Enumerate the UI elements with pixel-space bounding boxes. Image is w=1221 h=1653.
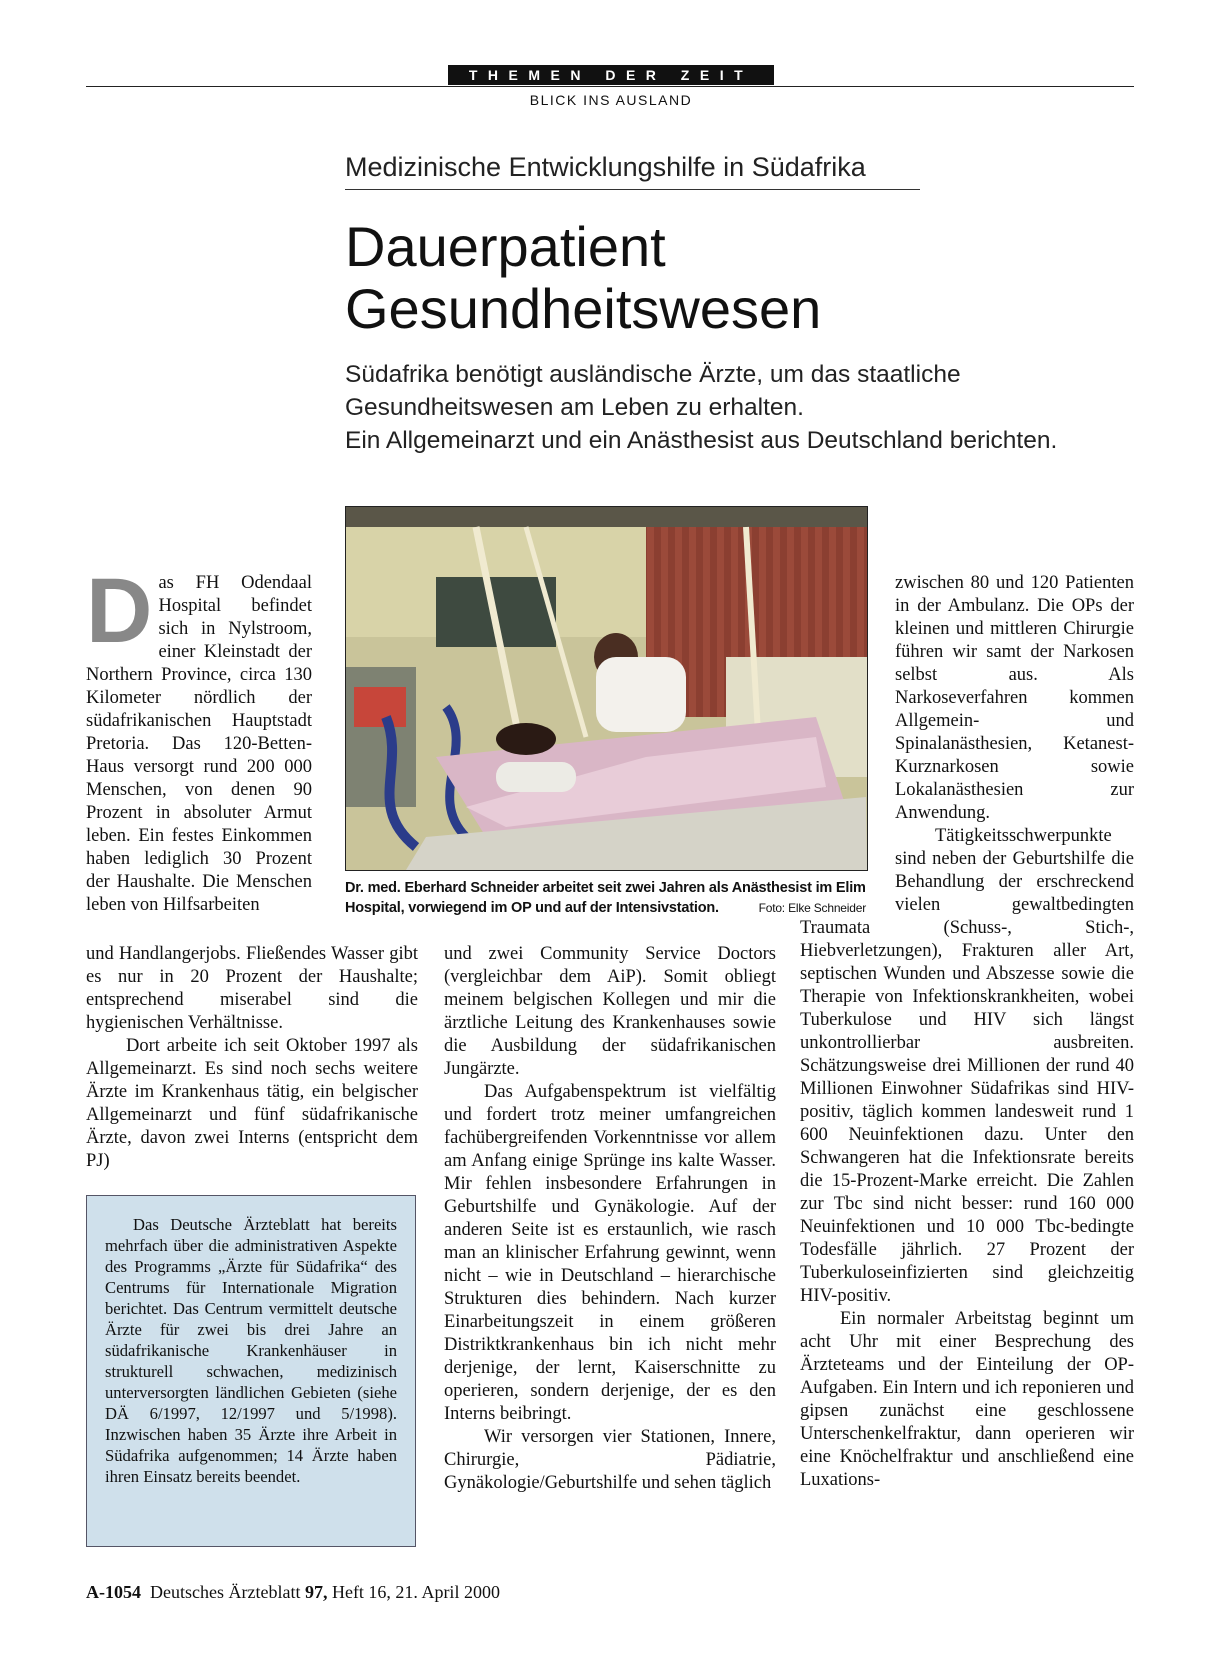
headline-line: Gesundheitswesen — [345, 277, 822, 340]
drop-cap: D — [86, 560, 153, 662]
body-column-3 — [800, 572, 1134, 1492]
paragraph: Wir versorgen vier Stationen, Innere, Chirurgie, Pädiatrie, Gynäkologie/Geburtshilfe und sehen täglich — [444, 1427, 776, 1493]
caption-text: Dr. med. Eberhard Schneider arbeitet seit zwei Jahren als Anästhesist im Elim Hospital, vorwiegend im OP und auf der Intensivstation. — [345, 880, 866, 916]
paragraph: und zwei Community Service Doctors (vergleichbar dem AiP). Somit obliegt meinem belgischen Kollegen und mir die ärztliche Leitung des Krankenhauses sowie die Ausbildung der südafrikanischen Jungärzte. — [444, 944, 776, 1079]
page-footer — [86, 1582, 500, 1603]
paragraph-1-end: und Handlangerjobs. Fließendes Wasser gibt es nur in 20 Prozent der Haushalte; entsprechend miserabel sind die hygienischen Verhältnisse. — [86, 944, 418, 1033]
paragraph: Ein normaler Arbeitstag beginnt um acht Uhr mit einer Besprechung des Ärzteteams und der Einteilung der OP-Aufgaben. Ein Intern und ich reponieren und gipsen zunächst eine geschlossene Unterschenkelfraktur, dann operieren wir eine Knöchelfraktur und anschließend eine Luxations- — [800, 1309, 1134, 1490]
lead-line: Südafrika benötigt ausländische Ärzte, um das staatliche — [345, 361, 961, 388]
photo-caption — [345, 878, 866, 918]
journal-issue: Heft 16, 21. April 2000 — [331, 1582, 500, 1602]
photo-credit: Foto: Elke Schneider — [758, 901, 866, 915]
hospital-photo-illustration — [346, 507, 867, 870]
headline-line: Dauerpatient — [345, 215, 666, 278]
article-kicker: Medizinische Entwicklungshilfe in Südafrika — [345, 152, 920, 190]
info-box — [86, 1195, 416, 1547]
photo-wrap-spacer — [800, 572, 895, 915]
page-number: A-1054 — [86, 1582, 141, 1602]
article-lead — [345, 358, 1057, 457]
section-label: THEMEN DER ZEIT — [448, 65, 774, 85]
body-column-1-continued — [86, 943, 418, 1173]
body-column-1 — [86, 560, 312, 917]
journal-volume: 97, — [304, 1582, 328, 1602]
paragraph-2: Dort arbeite ich seit Oktober 1997 als Allgemeinarzt. Es sind noch sechs weitere Ärzte im Krankenhaus tätig, ein belgischer Allgemeinarzt und fünf südafrikanische Ärzte, davon zwei Interns (entspricht dem PJ) — [86, 1036, 418, 1171]
paragraph: Tätigkeitsschwerpunkte sind neben der Geburtshilfe die Behandlung der erschreckend vielen gewaltbedingten Traumata (Schuss-, Stich-, Hiebverletzungen), Frakturen aller Art, septischen Wunden und Abszesse sowie die Therapie von Infektionskrankheiten, wobei Tuberkulose und HIV sich längst unkontrollierbar ausbreiten. Schätzungsweise drei Millionen der rund 40 Millionen Einwohner Südafrikas sind HIV-positiv, täglich kommen landesweit rund 1 600 Neuinfektionen dazu. Unter den Schwangeren hat die Infektionsrate bereits die 15-Prozent-Marke erreicht. Die Zahlen zur Tbc sind nicht besser: rund 160 000 Neuinfektionen und 10 000 Tbc-bedingte Todesfälle jährlich. 27 Prozent der Tuberkuloseinfizierten sind gleichzeitig HIV-positiv. — [800, 826, 1134, 1306]
journal-name: Deutsches Ärzteblatt — [150, 1582, 301, 1602]
body-column-2 — [444, 943, 776, 1495]
header-rule — [86, 86, 1134, 87]
lead-line: Gesundheitswesen am Leben zu erhalten. — [345, 394, 804, 421]
lead-line: Ein Allgemeinarzt und ein Anästhesist aus Deutschland berichten. — [345, 427, 1058, 454]
paragraph-1: as FH Odendaal Hospital befindet sich in Nylstroom, einer Kleinstadt der Northern Province, circa 130 Kilometer nördlich der südafrikanischen Hauptstadt Pretoria. Das 120-Betten-Haus versorgt rund 200 000 Menschen, von denen 90 Prozent in absoluter Armut leben. Ein festes Einkommen haben lediglich 30 Prozent der Haushalte. Die Menschen leben von Hilfsarbeiten — [86, 573, 312, 915]
paragraph: zwischen 80 und 120 Patienten in der Ambulanz. Die OPs der kleinen und mittleren Chirurgie führen wir samt der Narkosen selbst aus. Als Narkoseverfahren kommen Allgemein- und Spinalanästhesien, Ketanest-Kurznarkosen sowie Lokalanästhesien zur Anwendung. — [895, 573, 1134, 823]
paragraph: Das Aufgabenspektrum ist vielfältig und fordert trotz meiner umfangreichen fachübergreifenden Vorkenntnisse vor allem am Anfang einige Sprünge ins kalte Wasser. Mir fehlen insbesondere Erfahrungen in Geburtshilfe und Gynäkologie. Auf der anderen Seite ist es erstaunlich, wie rasch man an klinischer Erfahrung gewinnt, wenn nicht – wie in Deutschland – hierarchische Strukturen dies behindern. Nach kurzer Einarbeitungszeit in einem größeren Distriktkrankenhaus bin ich nicht mehr derjenige, der lernt, Kaiserschnitte zu operieren, sondern derjenige, der es den Interns beibringt. — [444, 1082, 776, 1424]
article-headline — [345, 216, 821, 340]
info-box-text: Das Deutsche Ärzteblatt hat bereits mehrfach über die administrativen Aspekte des Programms „Ärzte für Südafrika“ des Centrums für Internationale Migration berichtet. Das Centrum vermittelt deutsche Ärzte für zwei bis drei Jahre an südafrikanische Krankenhäuser in strukturell schwachen, medizinisch unterversorgten ländlichen Gebieten (siehe DÄ 6/1997, 12/1997 und 5/1998). Inzwischen haben 35 Ärzte ihre Arbeit in Südafrika aufgenommen; 14 Ärzte haben ihren Einsatz bereits beendet. — [105, 1215, 397, 1486]
subsection-label: BLICK INS AUSLAND — [529, 92, 693, 108]
article-photo — [345, 506, 868, 871]
